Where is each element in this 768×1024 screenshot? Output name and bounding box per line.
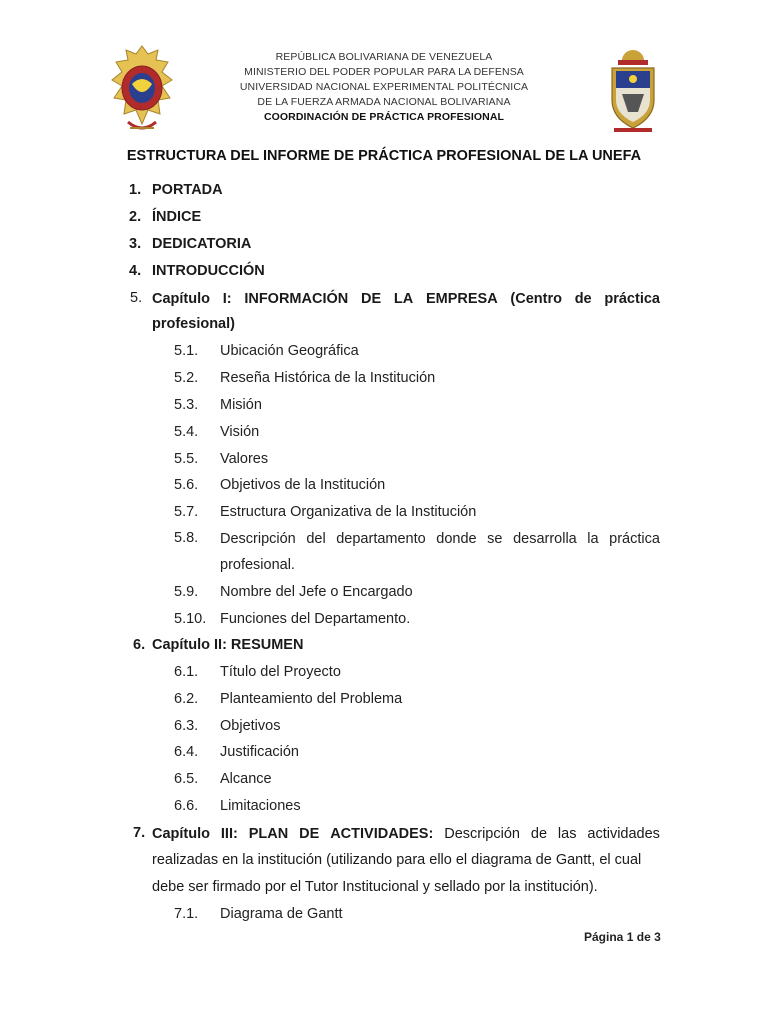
subitem-label: Objetivos	[220, 718, 281, 734]
item-number: 2.	[129, 209, 142, 225]
subitem-number: 5.3.	[174, 397, 199, 413]
item-portada: PORTADA	[152, 182, 223, 198]
header-line: REPÚBLICA BOLIVARIANA DE VENEZUELA	[275, 51, 493, 63]
chapter-3-description-cont: debe ser firmado por el Tutor Institucional y sellado por la institución).	[152, 879, 598, 895]
right-shield-logo	[608, 48, 658, 134]
subitem-label: Visión	[220, 424, 260, 440]
subitem-label: Planteamiento del Problema	[220, 691, 403, 707]
subitem-label-justified: Descripción del departamento donde se desarrolla la práctica	[220, 531, 660, 547]
chapter-1-heading: Capítulo I: INFORMACIÓN DE LA EMPRESA (Centro de práctica	[152, 291, 660, 307]
item-number: 3.	[129, 236, 142, 252]
subitem-label: Ubicación Geográfica	[220, 343, 359, 359]
subitem-label: Misión	[220, 397, 262, 413]
subitem-label: Funciones del Departamento.	[220, 611, 411, 627]
item-introduccion: INTRODUCCIÓN	[152, 263, 265, 279]
item-number: 7.	[133, 825, 146, 841]
subitem-label: Diagrama de Gantt	[220, 906, 343, 922]
subitem-number: 5.2.	[174, 370, 199, 386]
subitem-label: Alcance	[220, 771, 272, 787]
subitem-number: 5.5.	[174, 451, 199, 467]
item-number: 4.	[129, 263, 142, 279]
subitem-label: Nombre del Jefe o Encargado	[220, 584, 413, 600]
chapter-3-heading: Capítulo III: PLAN DE ACTIVIDADES: Descripción de las actividades	[152, 826, 660, 842]
left-crest-logo	[108, 44, 176, 136]
chapter-1-heading-cont: profesional)	[152, 316, 235, 332]
item-dedicatoria: DEDICATORIA	[152, 236, 252, 252]
subitem-number: 5.7.	[174, 504, 199, 520]
page-number-footer: Página 1 de 3	[584, 930, 661, 944]
chapter-2-heading: Capítulo II: RESUMEN	[152, 637, 304, 653]
subitem-number: 5.8.	[174, 530, 199, 546]
header-line: UNIVERSIDAD NACIONAL EXPERIMENTAL POLITÉCNICA	[239, 81, 529, 93]
subitem-number: 5.4.	[174, 424, 199, 440]
subitem-label: Reseña Histórica de la Institución	[220, 370, 436, 386]
subitem-number: 5.10.	[174, 611, 207, 627]
subitem-number: 5.6.	[174, 477, 199, 493]
subitem-number: 6.6.	[174, 798, 199, 814]
subitem-label: Justificación	[220, 744, 299, 760]
subitem-number: 6.1.	[174, 664, 199, 680]
subitem-number: 6.3.	[174, 718, 199, 734]
subitem-number: 5.1.	[174, 343, 199, 359]
subitem-label: Estructura Organizativa de la Institución	[220, 504, 477, 520]
chapter-3-description: realizadas en la institución (utilizando para ello el diagrama de Gantt, el cual	[152, 852, 642, 868]
institution-header	[220, 50, 548, 125]
subitem-label: Título del Proyecto	[220, 664, 341, 680]
item-number: 5.	[130, 290, 143, 306]
item-number: 1.	[129, 182, 142, 198]
item-number: 6.	[133, 637, 146, 653]
header-line: MINISTERIO DEL PODER POPULAR PARA LA DEFENSA	[244, 66, 524, 78]
document-title: ESTRUCTURA DEL INFORME DE PRÁCTICA PROFESIONAL DE LA UNEFA	[126, 148, 642, 164]
subitem-label: Valores	[220, 451, 269, 467]
subitem-label: Objetivos de la Institución	[220, 477, 386, 493]
subitem-number: 5.9.	[174, 584, 199, 600]
subitem-label: Limitaciones	[220, 798, 301, 814]
subitem-number: 6.4.	[174, 744, 199, 760]
item-indice: ÍNDICE	[152, 209, 202, 225]
header-line: DE LA FUERZA ARMADA NACIONAL BOLIVARIANA	[257, 96, 511, 108]
subitem-number: 6.5.	[174, 771, 199, 787]
coordination-label: COORDINACIÓN DE PRÁCTICA PROFESIONAL	[263, 111, 505, 123]
subitem-number: 7.1.	[174, 906, 199, 922]
subitem-number: 6.2.	[174, 691, 199, 707]
subitem-label-cont: profesional.	[220, 557, 295, 573]
